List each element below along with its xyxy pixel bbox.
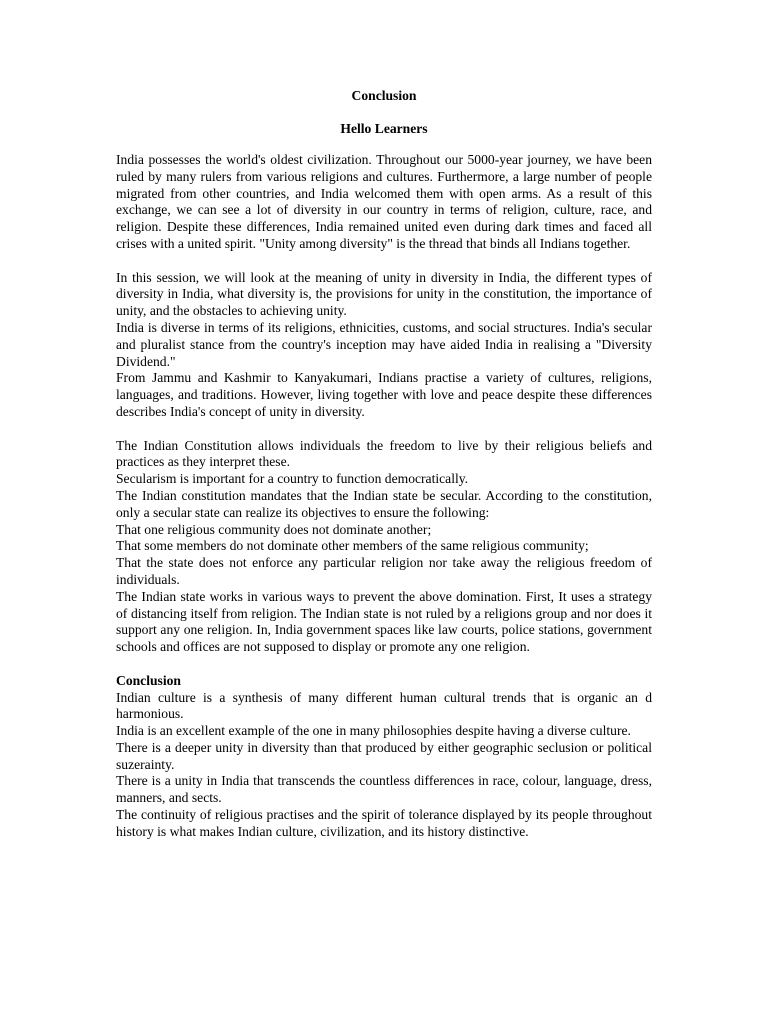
paragraph-gap [116, 253, 652, 270]
paragraph: India is diverse in terms of its religions, ethnicities, customs, and social structures. India's secular and pluralist stance from the country's inception may have aided India in realising a "Diversity Dividend." [116, 319, 652, 369]
conclusion-paragraph: There is a deeper unity in diversity than that produced by either geographic seclusion or political suzerainty. [116, 739, 652, 772]
paragraph: Secularism is important for a country to function democratically. [116, 471, 469, 487]
intro-paragraph: India possesses the world's oldest civilization. Throughout our 5000-year journey, we have been ruled by many rulers from various religions and cultures. Furthermore, a large number of people migrated from other countries, and India welcomed them with open arms. As a result of this exchange, we can see a lot of diversity in our country in terms of religion, culture, race, and religion. Despite these differences, India remained united even during dark times and faced all crises with a united spirit. "Unity among diversity" is the thread that binds all Indians together. [116, 152, 652, 251]
conclusion-paragraph: The continuity of religious practises and the spirit of tolerance displayed by its people throughout history is what makes Indian culture, civilization, and its history distinctive. [116, 807, 652, 839]
paragraph: The Indian constitution mandates that the Indian state be secular. According to the constitution, only a secular state can realize its objectives to ensure the following: [116, 487, 652, 520]
paragraph: That the state does not enforce any particular religion nor take away the religious freedom of individuals. [116, 555, 652, 587]
document-page [116, 86, 652, 841]
conclusion-paragraph: There is a unity in India that transcends the countless differences in race, colour, language, dress, manners, and sects. [116, 773, 652, 806]
paragraph: The Indian Constitution allows individuals the freedom to live by their religious beliefs and practices as they interpret these. [116, 437, 652, 470]
paragraph-gap [116, 421, 652, 438]
paragraph-gap [116, 656, 652, 673]
conclusion-paragraph: Indian culture is a synthesis of many different human cultural trends that is organic an d harmonious. [116, 689, 652, 722]
page-subtitle: Hello Learners [340, 121, 428, 136]
conclusion-heading: Conclusion [116, 672, 181, 688]
paragraph: From Jammu and Kashmir to Kanyakumari, Indians practise a variety of cultures, religions, languages, and traditions. However, living together with love and peace despite these differences describes India's concept of unity in diversity. [116, 370, 652, 419]
paragraph: The Indian state works in various ways to prevent the above domination. First, It uses a strategy of distancing itself from religion. The Indian state is not ruled by a religions group and nor does it support any one religion. In, India government spaces like law courts, police stations, government schools and offices are not supposed to display or promote any one religion. [116, 588, 652, 655]
paragraph: That one religious community does not dominate another; [116, 521, 432, 537]
paragraph: In this session, we will look at the meaning of unity in diversity in India, the different types of diversity in India, what diversity is, the provisions for unity in the constitution, the importance of unity, and the obstacles to achieving unity. [116, 269, 652, 319]
page-title: Conclusion [351, 88, 417, 103]
conclusion-paragraph: India is an excellent example of the one in many philosophies despite having a diverse culture. [116, 723, 631, 739]
paragraph: That some members do not dominate other members of the same religious community; [116, 538, 589, 554]
